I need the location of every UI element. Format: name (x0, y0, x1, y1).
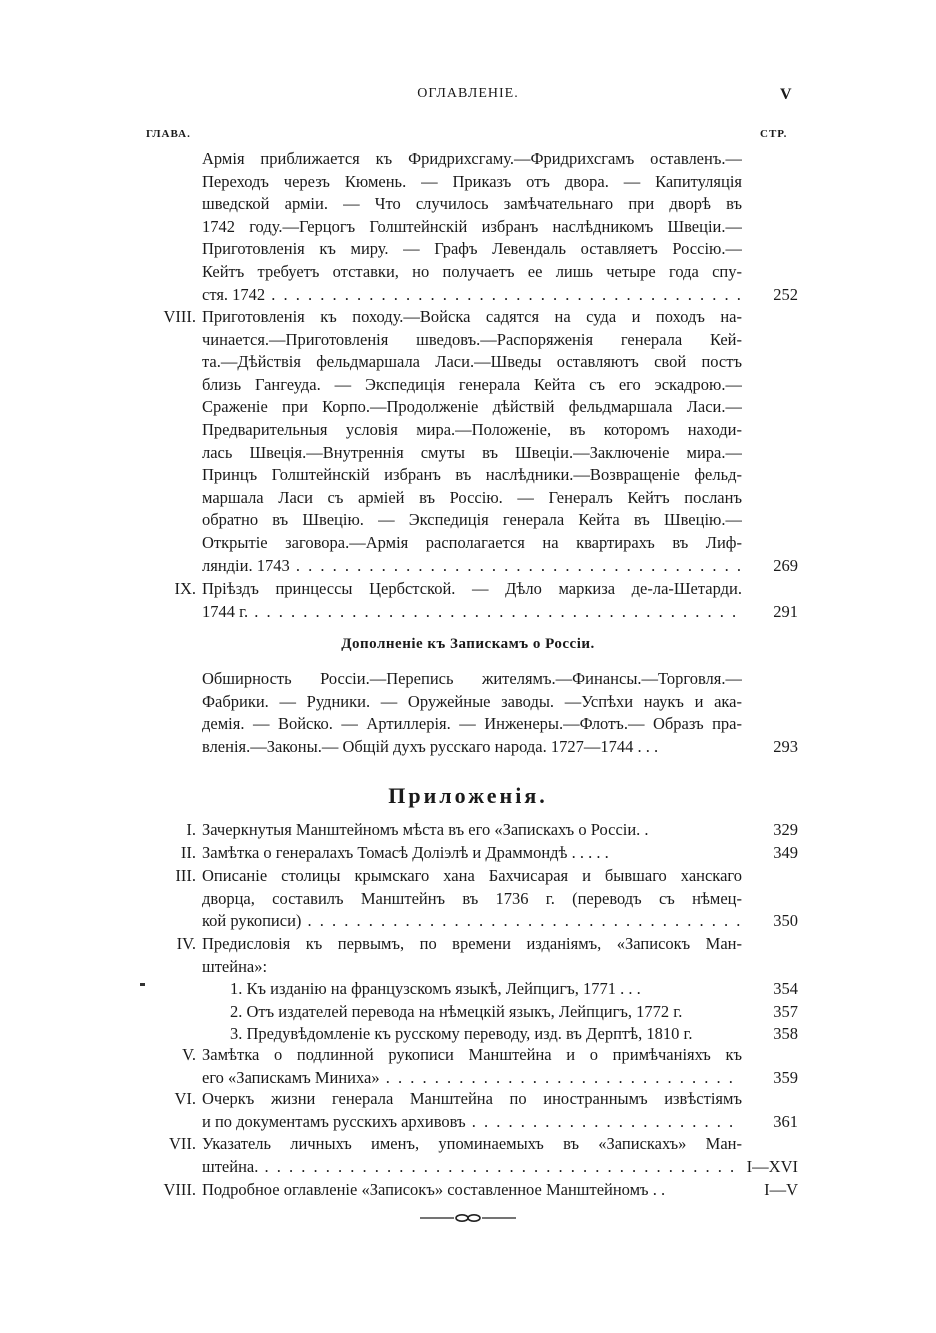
appendix-entry-i (148, 819, 798, 842)
entry-page: 354 (773, 979, 798, 999)
chapter-entry-viii (148, 306, 798, 577)
entry-text: Очеркъ жизни генерала Манштейна по иностраннымъ извѣстіямъ (202, 1089, 742, 1108)
page-number: V (780, 86, 792, 103)
entry-text: Зачеркнутыя Манштейномъ мѣста въ его «Запискахъ о Россіи. . (202, 820, 649, 839)
chapter-entry (148, 148, 798, 306)
entry-page: 291 (773, 601, 798, 621)
entry-text: Открытіе заговора.—Армія располагается на квартирахъ въ Лиф- (202, 532, 742, 552)
entry-text: дворца, составилъ Манштейнъ въ 1736 г. (переводъ съ нѣмец- (202, 888, 742, 908)
entry-text: маршала Ласи съ арміей въ Россію. — Генералъ Кейтъ посланъ (202, 487, 742, 507)
appendix-entry-viii (148, 1179, 798, 1202)
entry-page: I—XVI (746, 1156, 798, 1176)
entry-text: та.—Дѣйствія фельдмаршала Ласи.—Шведы оставляютъ свой постъ (202, 352, 742, 372)
supplement-heading: Дополненіе къ Запискамъ о Россіи. (341, 636, 595, 652)
entry-text: Сраженіе при Корпо.—Продолженіе дѣйствій фельдмаршала Ласи.— (202, 397, 742, 417)
appendix-number: V. (182, 1045, 196, 1064)
chapter-number: VIII. (163, 307, 196, 326)
appendix-entry-vi (148, 1088, 798, 1133)
entry-text: Предисловія къ первымъ, по времени изданіямъ, «Записокъ Ман- (202, 934, 742, 953)
entry-page: 329 (773, 820, 798, 839)
entry-text: кой рукописи) . . . (202, 910, 742, 933)
entry-text: лась Швеція.—Внутреннія смуты въ Швеціи.—Заключеніе мира.— (202, 442, 742, 462)
entry-text: близь Гангеуда. — Экспедиція генерала Кейта съ его эскадрою.— (202, 374, 742, 394)
entry-text: обратно въ Швецію. — Экспедиція генерала Кейта въ Швецію.— (202, 510, 742, 530)
entry-text: чинается.—Приготовленія шведовъ.—Распоряженія генерала Кей- (202, 329, 742, 349)
entry-text: ляндіи. 1743 . . . (202, 555, 742, 578)
entry-page: 361 (773, 1111, 798, 1131)
entry-text: штейна»: (202, 956, 268, 976)
sub-entry-text: 3. Предувѣдомленіе къ русскому переводу, изд. въ Дерптѣ, 1810 г. (230, 1024, 693, 1044)
entry-text: Фабрики. — Рудники. — Оружейные заводы. —Успѣхи наукъ и ака- (202, 691, 742, 711)
entry-text: его «Запискамъ Миниха» . . . (202, 1067, 742, 1090)
running-title: ОГЛАВЛЕНІЕ. (417, 86, 519, 101)
margin-mark (140, 983, 145, 986)
entry-page: 293 (773, 736, 798, 756)
entry-page: 358 (773, 1024, 798, 1044)
entry-page: 269 (773, 555, 798, 575)
entry-page: 252 (773, 284, 798, 304)
entry-page: 357 (773, 1001, 798, 1021)
entry-text: 1744 г. . . . (202, 601, 742, 624)
chapter-entry-ix (148, 578, 798, 623)
entry-text: штейна. . . . (202, 1156, 742, 1179)
appendix-number: VIII. (163, 1180, 196, 1199)
entry-page: 349 (773, 843, 798, 862)
appendix-entry-iii (148, 865, 798, 933)
sub-entry-text: 2. Отъ издателей перевода на нѣмецкій языкъ, Лейпцигъ, 1772 г. (230, 1001, 683, 1021)
appendix-number: I. (186, 820, 196, 839)
appendix-number: VII. (168, 1134, 196, 1153)
entry-text: 1742 году.—Герцогъ Голштейнскій избранъ наслѣдникомъ Швеціи.— (202, 216, 742, 236)
appendix-number: II. (180, 843, 196, 862)
appendix-entry-ii (148, 842, 798, 865)
appendix-entry-vii (148, 1133, 798, 1178)
sub-entry-text: 1. Къ изданію на французскомъ языкѣ, Лейпцигъ, 1771 . . . (230, 979, 641, 999)
entry-text: Подробное оглавленіе «Записокъ» составленное Манштейномъ . . (202, 1180, 666, 1199)
appendix-number: IV. (176, 934, 196, 953)
appendix-number: VI. (174, 1089, 196, 1108)
entry-text: Переходъ черезъ Кюмень. — Приказъ отъ двора. — Капитуляція (202, 171, 742, 191)
chapter-column-heading: ГЛАВА. (146, 128, 191, 140)
entry-text: Приготовленія къ походу.—Войска садятся на суда и походъ на- (202, 307, 742, 326)
appendix-entry-v (148, 1044, 798, 1089)
entry-text: шведской арміи. — Что случилось замѣчательнаго при дворѣ въ (202, 194, 742, 214)
entry-text: Указатель личныхъ именъ, упоминаемыхъ въ «Запискахъ» Ман- (202, 1134, 742, 1153)
entry-page: I—V (764, 1180, 798, 1199)
entry-page: 359 (773, 1067, 798, 1087)
entry-text: Описаніе столицы крымскаго хана Бахчисарая и бывшаго ханскаго (202, 866, 742, 885)
entry-text: Пріѣздъ принцессы Цербстской. — Дѣло маркиза де-ла-Шетарди. (202, 579, 742, 598)
appendices-heading: Приложенія. (388, 783, 548, 808)
entry-text: Замѣтка о подлинной рукописи Манштейна и о примѣчаніяхъ къ (202, 1045, 742, 1064)
entry-text: Предварительныя условія мира.—Положеніе, въ которомъ находи- (202, 419, 742, 439)
entry-text: и по документамъ русскихъ архивовъ . . . (202, 1111, 742, 1134)
entry-text: вленія.—Законы.— Общій духъ русскаго народа. 1727—1744 . . . (202, 736, 659, 756)
entry-text: Армія приближается къ Фридрихсгаму.—Фридрихсгамъ оставленъ.— (202, 149, 742, 168)
entry-text: Приготовленія къ миру. — Графъ Левендаль оставляетъ Россію.— (202, 239, 742, 259)
entry-text: стя. 1742 . . . (202, 284, 742, 307)
page-column-heading: СТР. (760, 128, 788, 140)
supplement-entry (148, 668, 798, 758)
chapter-number: IX. (174, 579, 196, 598)
entry-text: Принцъ Голштейнскій избранъ въ наслѣдники.—Возвращеніе фельд- (202, 465, 742, 485)
entry-text: Замѣтка о генералахъ Томасѣ Доліэлѣ и Драммондѣ . . . . . (202, 843, 609, 862)
ornament-icon (416, 1206, 520, 1230)
entry-page: 350 (773, 911, 798, 931)
entry-text: демія. — Войско. — Артиллерія. — Инженеры.—Флотъ.— Образъ пра- (202, 714, 742, 734)
appendix-number: III. (175, 866, 196, 885)
appendix-entry-iv (148, 933, 798, 1046)
entry-text: Обширность Россіи.—Перепись жителямъ.—Финансы.—Торговля.— (202, 669, 742, 688)
entry-text: Кейтъ требуетъ отставки, но получаетъ ее лишь четыре года спу- (202, 261, 742, 281)
